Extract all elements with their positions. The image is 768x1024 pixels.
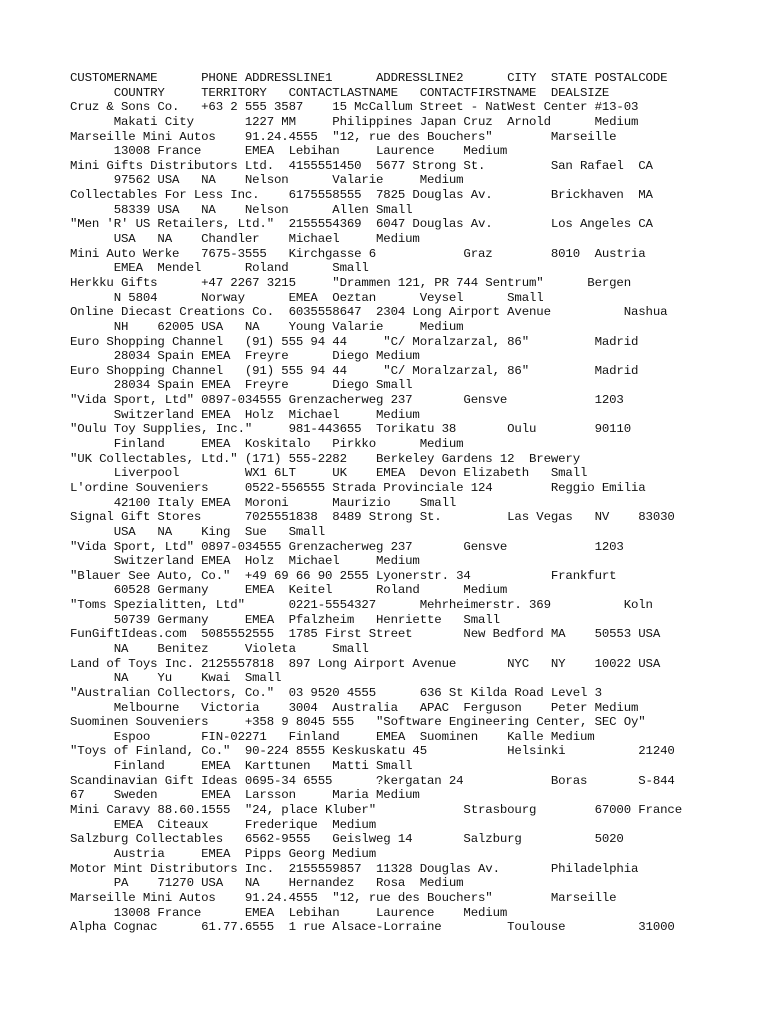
text-line: Euro Shopping Channel (91) 555 94 44 "C/ Moralzarzal, 86" Madrid — [70, 363, 639, 378]
text-document — [70, 71, 760, 935]
text-line: N 5804 Norway EMEA Oeztan Veysel Small — [70, 290, 544, 305]
text-line: PA 71270 USA NA Hernandez Rosa Medium — [70, 876, 464, 891]
text-line: Signal Gift Stores 7025551838 8489 Strong St. Las Vegas NV 83030 — [70, 510, 675, 525]
text-line: "UK Collectables, Ltd." (171) 555-2282 Berkeley Gardens 12 Brewery — [70, 451, 580, 466]
text-line: FunGiftIdeas.com 5085552555 1785 First Street New Bedford MA 50553 USA — [70, 627, 661, 642]
text-line: Motor Mint Distributors Inc. 2155559857 11328 Douglas Av. Philadelphia — [70, 861, 639, 876]
text-line: 28034 Spain EMEA Freyre Diego Small — [70, 378, 413, 393]
text-line: Marseille Mini Autos 91.24.4555 "12, rue des Bouchers" Marseille — [70, 890, 617, 905]
text-line: NA Benitez Violeta Small — [70, 641, 369, 656]
text-line: "Australian Collectors, Co." 03 9520 4555 636 St Kilda Road Level 3 — [70, 685, 602, 700]
text-line: Switzerland EMEA Holz Michael Medium — [70, 407, 420, 422]
text-line: Mini Auto Werke 7675-3555 Kirchgasse 6 Graz 8010 Austria — [70, 246, 646, 261]
text-line: "Blauer See Auto, Co." +49 69 66 90 2555 Lyonerstr. 34 Frankfurt — [70, 568, 617, 583]
text-line: Finland EMEA Koskitalo Pirkko Medium — [70, 437, 464, 452]
text-line: 13008 France EMEA Lebihan Laurence Medium — [70, 905, 508, 920]
text-line: "Men 'R' US Retailers, Ltd." 2155554369 6047 Douglas Av. Los Angeles CA — [70, 217, 653, 232]
text-line: 60528 Germany EMEA Keitel Roland Medium — [70, 583, 508, 598]
text-line: L'ordine Souveniers 0522-556555 Strada Provinciale 124 Reggio Emilia — [70, 480, 646, 495]
text-line: Euro Shopping Channel (91) 555 94 44 "C/ Moralzarzal, 86" Madrid — [70, 334, 639, 349]
text-line: Salzburg Collectables 6562-9555 Geislweg 14 Salzburg 5020 — [70, 832, 624, 847]
header-line: COUNTRY TERRITORY CONTACTLASTNAME CONTACTFIRSTNAME DEALSIZE — [70, 85, 610, 100]
text-line: Land of Toys Inc. 2125557818 897 Long Airport Avenue NYC NY 10022 USA — [70, 656, 661, 671]
text-line: "Vida Sport, Ltd" 0897-034555 Grenzacherweg 237 Gensve 1203 — [70, 539, 624, 554]
header-line: CUSTOMERNAME PHONE ADDRESSLINE1 ADDRESSLINE2 CITY STATE POSTALCODE — [70, 71, 668, 85]
text-line: EMEA Citeaux Frederique Medium — [70, 817, 376, 832]
text-line: Collectables For Less Inc. 6175558555 7825 Douglas Av. Brickhaven MA — [70, 188, 653, 203]
text-line: 97562 USA NA Nelson Valarie Medium — [70, 173, 464, 188]
text-line: "Vida Sport, Ltd" 0897-034555 Grenzacherweg 237 Gensve 1203 — [70, 393, 624, 408]
text-line: 13008 France EMEA Lebihan Laurence Medium — [70, 144, 508, 159]
text-line: Melbourne Victoria 3004 Australia APAC Ferguson Peter Medium — [70, 700, 639, 715]
text-line: Finland EMEA Karttunen Matti Small — [70, 759, 413, 774]
text-line: Austria EMEA Pipps Georg Medium — [70, 846, 376, 861]
text-line: 58339 USA NA Nelson Allen Small — [70, 202, 413, 217]
text-line: Makati City 1227 MM Philippines Japan Cruz Arnold Medium — [70, 114, 639, 129]
text-line: "Oulu Toy Supplies, Inc." 981-443655 Torikatu 38 Oulu 90110 — [70, 422, 631, 437]
text-line: Espoo FIN-02271 Finland EMEA Suominen Kalle Medium — [70, 729, 595, 744]
text-line: "Toms Spezialitten, Ltd" 0221-5554327 Mehrheimerstr. 369 Koln — [70, 598, 653, 613]
text-line: USA NA King Sue Small — [70, 524, 325, 539]
text-line: Suominen Souveniers +358 9 8045 555 "Software Engineering Center, SEC Oy" — [70, 715, 646, 730]
text-line: Alpha Cognac 61.77.6555 1 rue Alsace-Lorraine Toulouse 31000 — [70, 920, 675, 935]
text-line: Switzerland EMEA Holz Michael Medium — [70, 554, 420, 569]
text-line: 67 Sweden EMEA Larsson Maria Medium — [70, 788, 420, 803]
text-line: 28034 Spain EMEA Freyre Diego Medium — [70, 349, 420, 364]
text-line: Cruz & Sons Co. +63 2 555 3587 15 McCallum Street - NatWest Center #13-03 — [70, 100, 639, 115]
text-line: Marseille Mini Autos 91.24.4555 "12, rue des Bouchers" Marseille — [70, 129, 617, 144]
text-line: Mini Gifts Distributors Ltd. 4155551450 5677 Strong St. San Rafael CA — [70, 158, 653, 173]
text-line: EMEA Mendel Roland Small — [70, 261, 369, 276]
text-line: 42100 Italy EMEA Moroni Maurizio Small — [70, 495, 457, 510]
text-line: NA Yu Kwai Small — [70, 671, 282, 686]
text-line: USA NA Chandler Michael Medium — [70, 232, 420, 247]
text-line: Scandinavian Gift Ideas 0695-34 6555 ?kergatan 24 Boras S-844 — [70, 773, 675, 788]
text-line: Mini Caravy 88.60.1555 "24, place Kluber" Strasbourg 67000 France — [70, 803, 682, 818]
text-line: Herkku Gifts +47 2267 3215 "Drammen 121, PR 744 Sentrum" Bergen — [70, 275, 631, 290]
text-line: Online Diecast Creations Co. 6035558647 2304 Long Airport Avenue Nashua — [70, 305, 668, 320]
text-line: 50739 Germany EMEA Pfalzheim Henriette Small — [70, 612, 500, 627]
text-line: "Toys of Finland, Co." 90-224 8555 Keskuskatu 45 Helsinki 21240 — [70, 744, 675, 759]
text-line: NH 62005 USA NA Young Valarie Medium — [70, 319, 464, 334]
text-line: Liverpool WX1 6LT UK EMEA Devon Elizabeth Small — [70, 466, 588, 481]
